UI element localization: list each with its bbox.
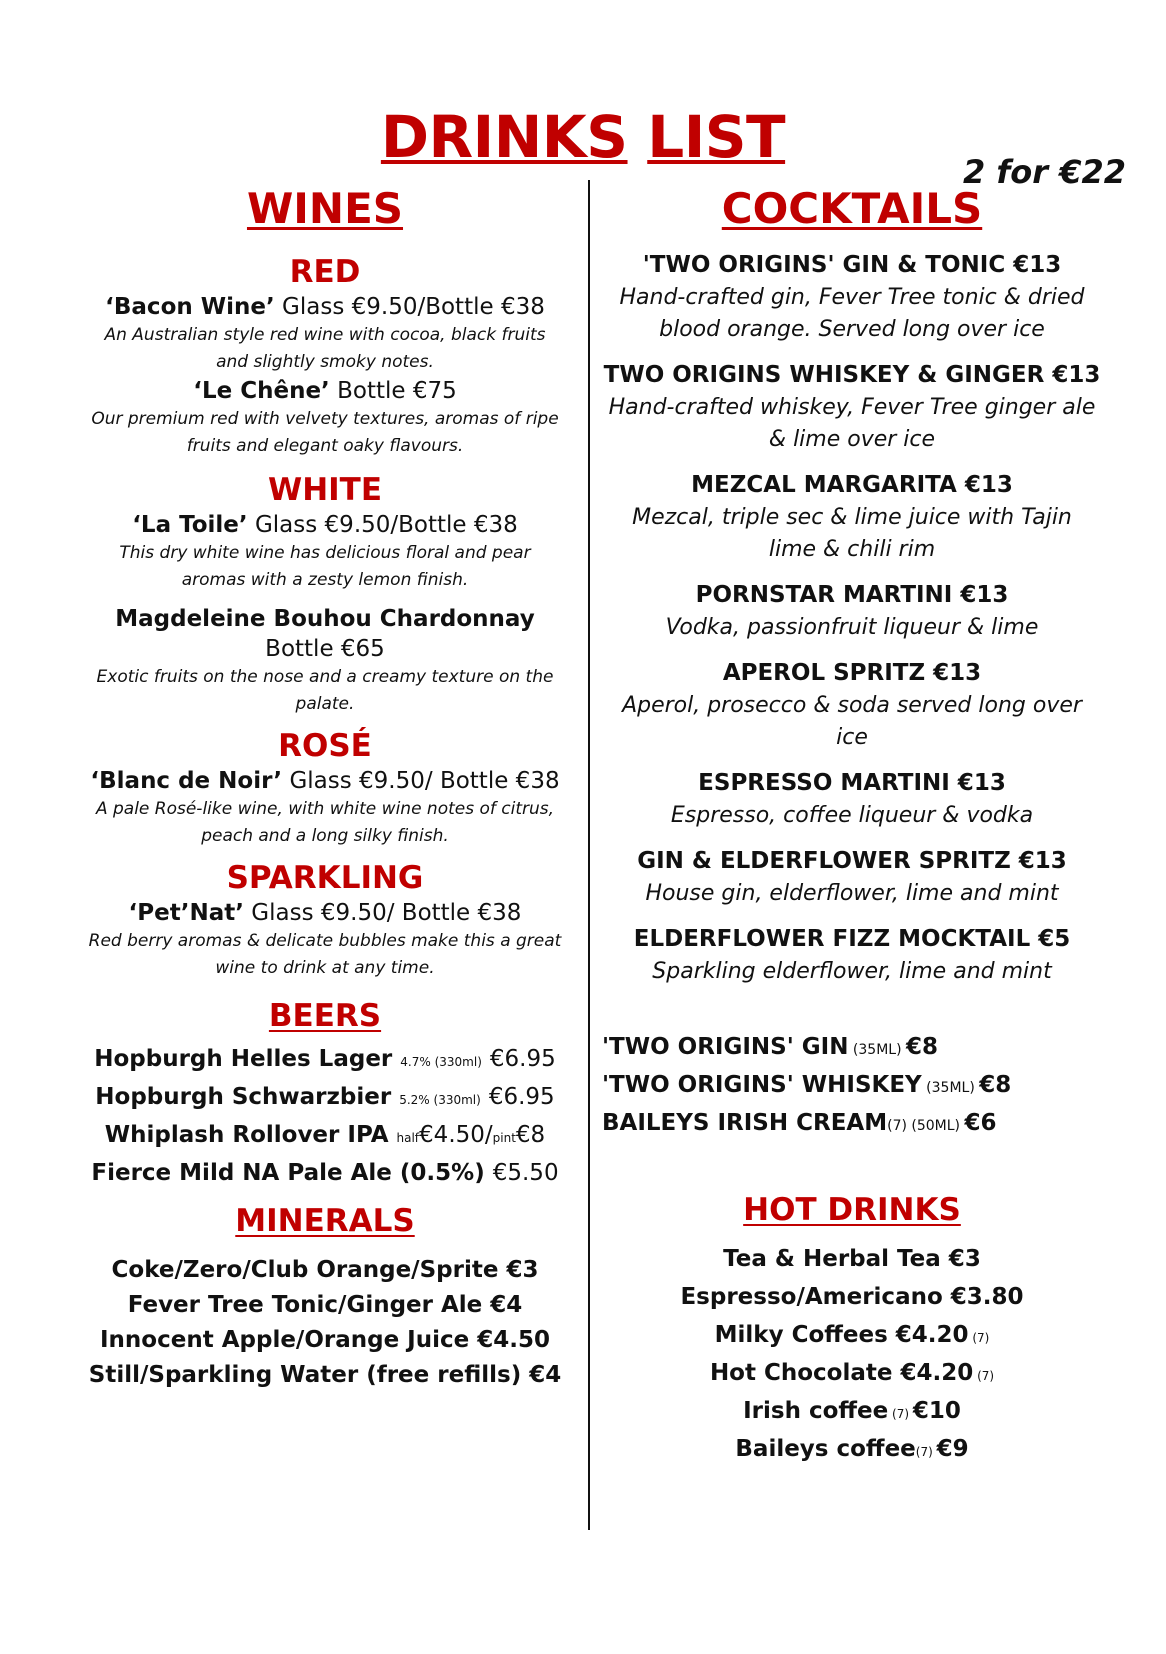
beer-name: Hopburgh Helles Lager bbox=[94, 1046, 393, 1072]
beer-name: Hopburgh Schwarzbier bbox=[95, 1084, 392, 1110]
beer-detail: 4.7% (330ml) bbox=[400, 1055, 482, 1069]
wine-desc bbox=[78, 928, 572, 982]
hot-drink-name: Irish coffee bbox=[743, 1398, 889, 1424]
desc-line: & lime over ice bbox=[768, 427, 936, 452]
wine-item bbox=[78, 292, 572, 322]
wines-heading: WINES bbox=[246, 184, 404, 233]
spirit-detail: (35ML) bbox=[921, 1080, 980, 1096]
desc-line: Hand-crafted whiskey, Fever Tree ginger ale bbox=[608, 395, 1096, 420]
hot-drink-name: Baileys coffee bbox=[735, 1436, 916, 1462]
cocktail-name: APEROL SPRITZ €13 bbox=[722, 660, 982, 686]
desc-line: Exotic fruits on the nose and a creamy texture on the bbox=[96, 667, 554, 687]
hot-drink-name: Espresso/Americano €3.80 bbox=[680, 1284, 1024, 1310]
wine-price: Glass €9.50/ Bottle €38 bbox=[251, 900, 522, 926]
column-divider bbox=[588, 180, 590, 1530]
hot-drink-name: Hot Chocolate €4.20 bbox=[709, 1360, 974, 1386]
cocktails-heading: COCKTAILS bbox=[721, 184, 983, 233]
spirits-list bbox=[602, 1030, 1102, 1144]
desc-line: wine to drink at any time. bbox=[215, 958, 435, 978]
beer-price: €6.95 bbox=[489, 1046, 556, 1072]
desc-line: palate. bbox=[295, 694, 355, 714]
desc-line: Our premium red with velvety textures, aromas of ripe bbox=[91, 409, 559, 429]
spirit-name: 'TWO ORIGINS' GIN bbox=[602, 1034, 849, 1060]
spirit-item bbox=[602, 1030, 1102, 1068]
wine-item bbox=[78, 604, 572, 664]
cocktail-desc bbox=[602, 392, 1102, 456]
spirit-price: €8 bbox=[906, 1034, 939, 1060]
hot-drink-item bbox=[602, 1318, 1102, 1356]
cocktail-desc: Espresso, coffee liqueur & vodka bbox=[670, 803, 1034, 828]
cocktail-desc bbox=[602, 282, 1102, 346]
hot-drink-item bbox=[602, 1394, 1102, 1432]
spirit-detail: (35ML) bbox=[848, 1042, 906, 1058]
cocktail-desc: Sparkling elderflower, lime and mint bbox=[652, 959, 1052, 984]
beer-pint-label: pint bbox=[492, 1131, 516, 1145]
desc-line: peach and a long silky finish. bbox=[201, 826, 449, 846]
hot-drink-price: €10 bbox=[912, 1398, 961, 1424]
red-heading: RED bbox=[289, 254, 361, 290]
wine-desc bbox=[78, 796, 572, 850]
title-word-drinks: DRINKS bbox=[380, 103, 628, 171]
desc-line: blood orange. Served long over ice bbox=[659, 317, 1045, 342]
beer-item bbox=[78, 1156, 572, 1191]
beer-name: Fierce Mild NA Pale Ale (0.5%) bbox=[91, 1160, 485, 1186]
cocktail-name: MEZCAL MARGARITA €13 bbox=[691, 472, 1013, 498]
hot-drink-name: Milky Coffees €4.20 bbox=[714, 1322, 969, 1348]
wine-price: Bottle €65 bbox=[265, 636, 385, 662]
cocktail-desc bbox=[602, 502, 1102, 566]
wine-name: ‘Pet’Nat’ bbox=[128, 900, 244, 926]
beer-price: €5.50 bbox=[492, 1160, 559, 1186]
hot-drink-note: (7) bbox=[968, 1331, 990, 1345]
spirit-detail: (7) (50ML) bbox=[887, 1118, 965, 1134]
hot-drink-note: (7) bbox=[915, 1445, 937, 1459]
hot-drink-note: (7) bbox=[888, 1407, 913, 1421]
cocktail-name: TWO ORIGINS WHISKEY & GINGER €13 bbox=[603, 362, 1101, 388]
cocktail-name: ESPRESSO MARTINI €13 bbox=[698, 770, 1006, 796]
hot-drink-note: (7) bbox=[973, 1369, 995, 1383]
cocktail-name: PORNSTAR MARTINI €13 bbox=[695, 582, 1009, 608]
hot-drink-name: Tea & Herbal Tea €3 bbox=[723, 1246, 981, 1272]
desc-line: An Australian style red wine with cocoa, black fruits bbox=[104, 325, 546, 345]
spirit-price: €8 bbox=[979, 1072, 1012, 1098]
promo-text: 2 for €22 bbox=[962, 153, 1126, 191]
desc-line: aromas with a zesty lemon finish. bbox=[181, 570, 469, 590]
spirit-item bbox=[602, 1106, 1102, 1144]
wine-desc bbox=[78, 540, 572, 594]
mineral-item: Coke/Zero/Club Orange/Sprite €3 bbox=[111, 1257, 539, 1283]
minerals-heading: MINERALS bbox=[235, 1203, 415, 1239]
spirit-price: €6 bbox=[964, 1110, 997, 1136]
desc-line: Mezcal, triple sec & lime juice with Tajin bbox=[632, 505, 1072, 530]
left-column bbox=[78, 178, 572, 1393]
right-column bbox=[602, 178, 1102, 1470]
title-word-list: LIST bbox=[647, 103, 786, 171]
desc-line: Hand-crafted gin, Fever Tree tonic & dried bbox=[619, 285, 1085, 310]
wine-item bbox=[78, 510, 572, 540]
desc-line: Aperol, prosecco & soda served long over bbox=[622, 693, 1082, 718]
wine-desc bbox=[78, 322, 572, 376]
wine-name: Magdeleine Bouhou Chardonnay bbox=[115, 606, 535, 632]
cocktail-name: ELDERFLOWER FIZZ MOCKTAIL €5 bbox=[633, 926, 1071, 952]
cocktail-name: 'TWO ORIGINS' GIN & TONIC €13 bbox=[642, 252, 1062, 278]
sparkling-heading: SPARKLING bbox=[226, 860, 424, 896]
wine-item bbox=[78, 766, 572, 796]
mineral-item: Innocent Apple/Orange Juice €4.50 bbox=[100, 1327, 550, 1353]
hot-drink-price: €9 bbox=[936, 1436, 969, 1462]
wine-price: Bottle €75 bbox=[337, 378, 457, 404]
beer-item bbox=[78, 1118, 572, 1156]
wine-name: ‘La Toile’ bbox=[132, 512, 248, 538]
wine-name: ‘Bacon Wine’ bbox=[105, 294, 275, 320]
mineral-item: Fever Tree Tonic/Ginger Ale €4 bbox=[127, 1292, 523, 1318]
hot-drink-item bbox=[602, 1280, 1102, 1318]
desc-line: ice bbox=[836, 725, 868, 750]
beers-heading: BEERS bbox=[268, 998, 382, 1034]
mineral-item: Still/Sparkling Water (free refills) €4 bbox=[88, 1362, 562, 1388]
beer-price: €6.95 bbox=[488, 1084, 555, 1110]
hot-drink-item bbox=[602, 1432, 1102, 1470]
wine-name: ‘Le Chêne’ bbox=[193, 378, 330, 404]
beer-half-price: €4.50/ bbox=[419, 1122, 493, 1148]
desc-line: fruits and elegant oaky flavours. bbox=[186, 436, 464, 456]
wine-desc bbox=[78, 406, 572, 460]
cocktail-desc bbox=[602, 690, 1102, 754]
beer-half-label: half bbox=[396, 1131, 420, 1145]
beer-name: Whiplash Rollover IPA bbox=[104, 1122, 389, 1148]
white-heading: WHITE bbox=[268, 472, 382, 508]
wine-price: Glass €9.50/ Bottle €38 bbox=[289, 768, 560, 794]
wine-price: Glass €9.50/Bottle €38 bbox=[254, 512, 518, 538]
wine-item bbox=[78, 898, 572, 928]
hot-drinks-heading: HOT DRINKS bbox=[743, 1192, 961, 1228]
spirit-item bbox=[602, 1068, 1102, 1106]
beer-item bbox=[78, 1042, 572, 1080]
desc-line: and slightly smoky notes. bbox=[216, 352, 434, 372]
beer-detail: 5.2% (330ml) bbox=[399, 1093, 481, 1107]
desc-line: lime & chili rim bbox=[768, 537, 936, 562]
desc-line: A pale Rosé-like wine, with white wine notes of citrus, bbox=[95, 799, 555, 819]
desc-line: This dry white wine has delicious floral and pear bbox=[119, 543, 531, 563]
spirit-name: 'TWO ORIGINS' WHISKEY bbox=[602, 1072, 922, 1098]
wine-item bbox=[78, 376, 572, 406]
rose-heading: ROSÉ bbox=[278, 728, 372, 764]
beer-item bbox=[78, 1080, 572, 1118]
wine-name: ‘Blanc de Noir’ bbox=[90, 768, 283, 794]
spirit-name: BAILEYS IRISH CREAM bbox=[602, 1110, 888, 1136]
cocktail-desc: Vodka, passionfruit liqueur & lime bbox=[665, 615, 1039, 640]
beer-price: €8 bbox=[515, 1122, 546, 1148]
cocktail-name: GIN & ELDERFLOWER SPRITZ €13 bbox=[637, 848, 1067, 874]
wine-desc bbox=[78, 664, 572, 718]
desc-line: Red berry aromas & delicate bubbles make this a great bbox=[88, 931, 562, 951]
hot-drink-item bbox=[602, 1242, 1102, 1280]
cocktail-desc: House gin, elderflower, lime and mint bbox=[645, 881, 1059, 906]
hot-drink-item bbox=[602, 1356, 1102, 1394]
wine-price: Glass €9.50/Bottle €38 bbox=[282, 294, 545, 320]
